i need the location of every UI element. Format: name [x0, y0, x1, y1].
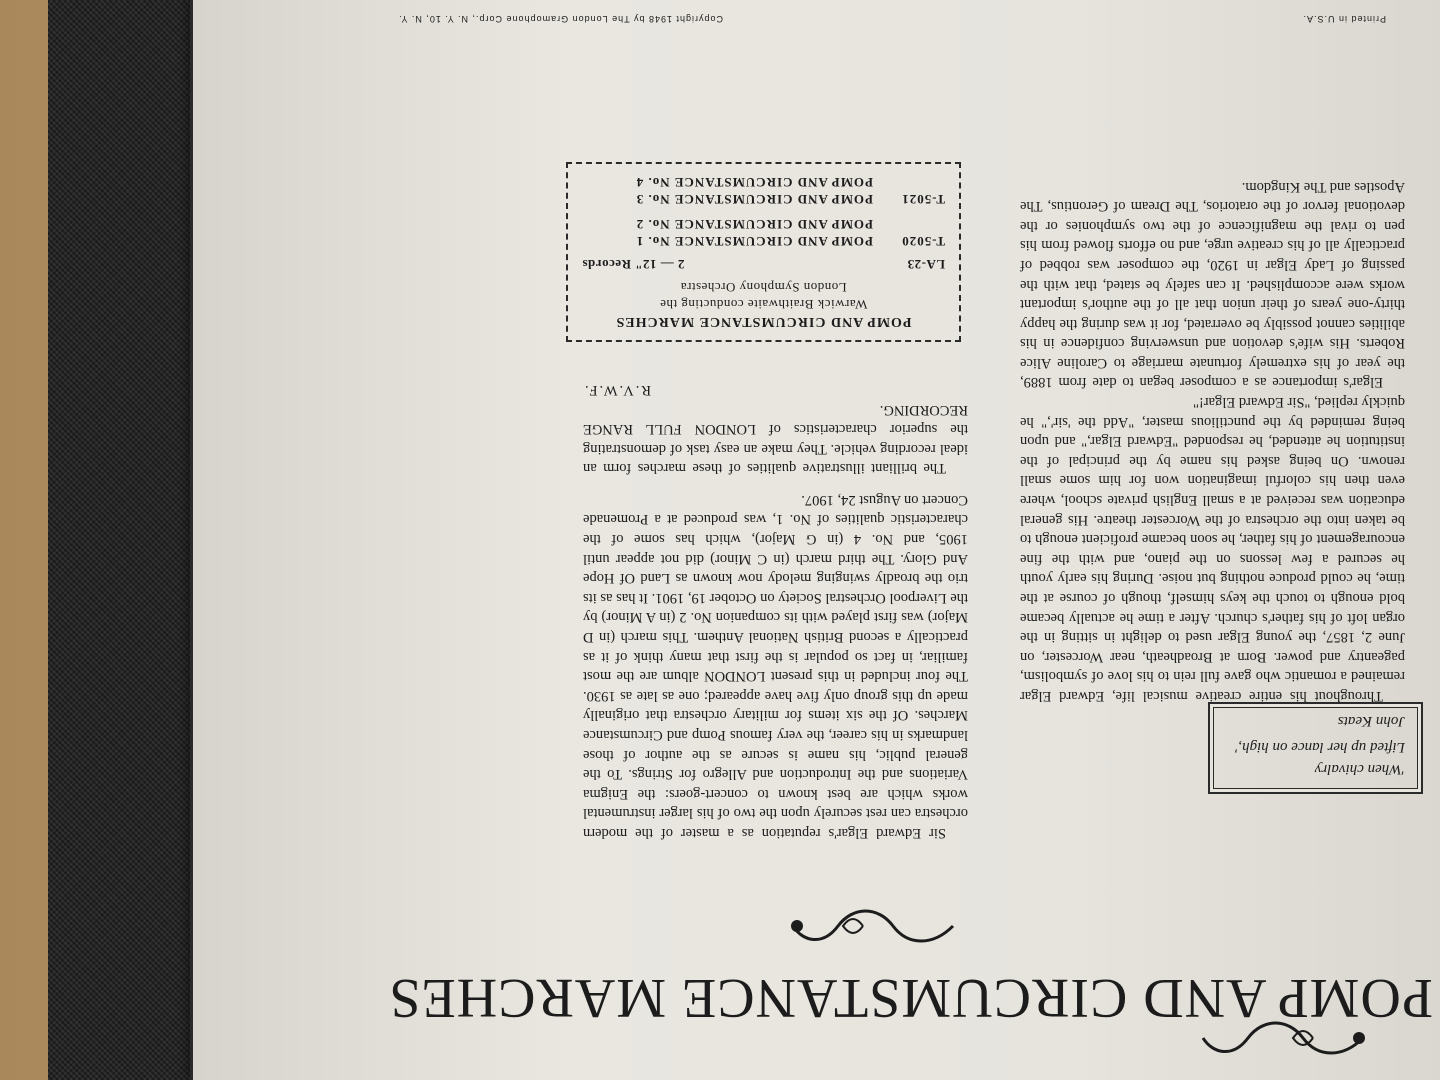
conductor-line: Warwick Braithwaite conducting the: [659, 297, 868, 312]
keats-quote-box: [1208, 702, 1423, 794]
record-format: 2 — 12" Records: [582, 257, 685, 272]
catalog-number: LA-23: [907, 257, 945, 272]
biography-paragraph-1: Throughout his entire creative musical life, Edward Elgar remained a romantic who gave full rein to his love of symbolism, pageantry and power. Born at Broadheath, near Worcester, on June 2, 1857, the young Elgar used to delight in sitting in the organ loft of his father's church. After a time he actually became bold enough to touch the keys himself, though of course at the time, he could produce nothing but noise. During his early youth he secured a few lessons on the piano, and with the fine encouragement of his father, he soon became proficient enough to be taken into the orchestra of the Worcester theatre. His general education was received at a small English private school, where even then his colorful imagination won for him some small renown. On being asked his name by the principal of the institution he attended, he responded "Edward Elgar," and upon being reminded by the punctilious master, "Add the 'sir'," he quickly replied, "Sir Edward Elgar!": [1020, 394, 1405, 704]
record-title: POMP AND CIRCUMSTANCE No. 1: [635, 234, 873, 249]
quote-line-2: Lifted up her lance on high,': [1235, 739, 1405, 755]
author-initials: R.V.W.F.: [583, 381, 652, 398]
record-entry: [582, 191, 945, 208]
album-title: POMP AND CIRCUMSTANCE MARCHES: [388, 967, 1433, 1029]
record-number: [889, 174, 945, 191]
notes-paragraph-2: The brilliant illustrative qualities of these marches form an ideal recording vehicle. They make an easy task of demonstrating the superior characteristics of LONDON FULL RANGE RECORDING.: [583, 401, 968, 477]
copyright-footer: Copyright 1948 by The London Gramophone Corp., N. Y. 10, N. Y.: [398, 14, 723, 24]
flourish-ornament-right-icon: [783, 904, 963, 948]
album-box-title: POMP AND CIRCUMSTANCE MARCHES: [615, 314, 912, 329]
orchestra-line: London Symphony Orchestra: [680, 280, 847, 295]
record-title: POMP AND CIRCUMSTANCE No. 2: [635, 217, 873, 232]
quote-line-1: 'When chivalry: [1314, 761, 1405, 777]
quote-author: John Keats: [1337, 713, 1405, 729]
biography-paragraph-2: Elgar's importance as a composer began to date from 1889, the year of his extremely fortunate marriage to Caroline Alice Roberts. His wife's devotion and unswerving confidence in his abilities cannot possibly be overrated, for it was during the happy thirty-one years of their union that all of the author's important works were accomplished. It can safely be stated, that with the passing of Lady Elgar in 1920, the composer was robbed of practically all of his creative urge, and no efforts flowed from his pen to rival the magnificence of the two symphonies or the devotional fervor of the oratorios, The Dream of Gerontius, The Apostles and The Kingdom.: [1020, 178, 1405, 391]
notes-paragraph-1: Sir Edward Elgar's reputation as a master of the modern orchestra can rest securely upon the two of his larger instrumental works which are best known to concert-goers: the Enigma Variations and the Introduction and Allegro for Strings. To the general public, his name is secure as the author of those landmarks in his career, the very famous Pomp and Circumstance Marches. Of the six items for military orchestra that originally made up this group only five have appeared; one as late as 1930. The four included in this present LONDON album are the most familiar, in fact so popular is the first that many think of it as practically a second British National Anthem. This march (in D Major) was first played with its companion No. 2 (in A Minor) by the Liverpool Orchestral Society on October 19, 1901. It has as its trio the broadly swinging melody now known as Land Of Hope And Glory. The third march (in C Minor) did not appear until 1905, and No. 4 (in G Major), which has some of the characteristic qualities of No. 1, was produced at a Promenade Concert on August 24, 1907.: [583, 491, 968, 841]
record-number: T-5021: [901, 192, 945, 207]
record-title: POMP AND CIRCUMSTANCE No. 3: [635, 192, 873, 207]
record-number: T-5020: [901, 234, 945, 249]
record-entry: [582, 216, 945, 233]
cover-content-upside-down: [193, 0, 1440, 1080]
album-details-box: [566, 162, 961, 342]
liner-notes-right-column: [583, 379, 968, 842]
record-number: [889, 216, 945, 233]
printed-in-footer: Printed in U.S.A.: [1302, 14, 1386, 24]
album-back-cover: [190, 0, 1440, 1080]
liner-notes-left-column: [1020, 176, 1405, 705]
record-entry: [582, 233, 945, 250]
album-spine-binding: [48, 0, 213, 1080]
flourish-ornament-left-icon: [1193, 1016, 1373, 1060]
record-entry: [582, 174, 945, 191]
record-title: POMP AND CIRCUMSTANCE No. 4: [635, 175, 873, 190]
record-list: [582, 174, 945, 250]
